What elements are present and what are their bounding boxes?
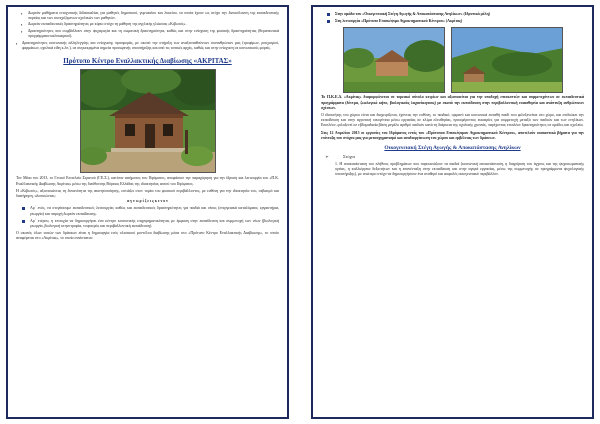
akritas-bullets [16, 206, 279, 229]
main-bullet-text: ▪ Δραστηριότητες κοινωνικής αλληλεγγύης και ενίσχυσης προσφοράς, με σκοπό την στήριξη των αναξιοπαθούντων συνανθρώπων μας (τροφίμων, ρουχισμού, φαρμάκων, σχολικά είδη κ.λπ.), σε συγκεκριμένα σημεία προσωρινής υποστήριξης και από τις τοπικές αρχές, καθώς και στην ενίσχυση σε κοινωνικούς φορείς. [16, 41, 279, 51]
akritas-heading: Πρότυπο Κέντρο Εναλλακτικής Διαβίωσης «ΑΚΡΙΤΑΣ» [63, 57, 232, 66]
stoxoi-label: ➢ Στόχοι [321, 154, 584, 160]
stegi-heading: Οικογενειακή Στέγη Αγωγής & Αποκατάστασης Ανηλίκων [384, 145, 521, 152]
akritas-para-1: Τον Μάιο του 2013, το Γενικό Επιτελείο Στρατού (Γ.Ε.Σ.), κατόπιν αιτήματος του Ιδρύματος, αποφάσισε την παραχώρηση για την ίδρυση και λειτουργία του «Π.Κ. Εναλλακτικής Διαβίωσης Ακρίτας» μέσω της διεύθυνσης Βόρειας Ελλάδας της ιδιοκτησίας αυτού του Ιδρύματος. [16, 176, 279, 186]
farm-photo-1 [343, 27, 445, 93]
right-page [311, 5, 594, 419]
top-sublist [16, 11, 279, 39]
right-para-2: Ο ιδιοκτήτης του χώρου είναι και διαχειρίζεται, έχοντας την ευθύνη, το παιδικό, ορφανό και κοινωνικά ευπαθή παιδί που φιλοξενείται στο χώρο, και επιδιώκει την εκπαίδευση και στην αγροτική οικογένεια μέσω εργασίας σε κλίμα ελευθερίας, προσφέροντας ευκαιρίες για συμμετοχή μεταξύ των παιδιών και των ενηλίκων. Επιπλέον, φιλοξενεί σε εβδομαδιαία βάση μεγάλο αριθμό παιδιών κατά τη διάρκεια της σχολικής χρονιάς, παρέχοντας επιπλέον δραστηριότητες σε ομάδες και σχολεία. [321, 113, 584, 128]
farm-image-1 [344, 28, 445, 93]
spaced-phrase: α γ ν ω ρ ί ζ ε ι ς κ ε ν ο ν [127, 199, 168, 204]
right-para-3: Στις 12 Απριλίου 2015 οι εργασίες του Ιδρύματος εντός του «Πρότυπου Επισκέψιμου Αγροκτηματικού Κέντρου», αποτελούν ουσιαστικά βήματα για την επίτευξη του στόχου μας για μετασχηματισμό και αναδιοργάνωση του χώρου και εμβέλειας των δράσεων. [321, 130, 584, 140]
right-intro: Το Π.Κ.Ε.Δ. «Ακρίτας» διαμορφώνεται σε τομεακό σύνολο κτιρίων και αξιοποιείται για την υποδοχή επισκεπτών και συμμετεχόντων σε εκπαιδευτικά προγράμματα (δέντρα, ζωολογικό κήπο, βιολογικούς λαχανόκηπους) με σκοπό την εκπαίδευση στην περιβαλλοντική ευαισθησία και ανάπτυξη ανθρώπινων σχέσεων. [321, 95, 584, 110]
right-top-list [321, 12, 584, 24]
right-top-item: Στη λειτουργία «Πρότυπο Επισκέψιμο Αγροκτηματικού Κέντρου» (Ακρίτας) [321, 19, 584, 24]
akritas-para-2: Η «Κιβωτός», αξιοποιώντας τη δυνατότητα της ακινητοποίησης, εστιάζει στον τομέα του φυσικού περιβάλλοντος, με ευθύνη για την ιδιοκτησία του, σεβασμό και διατήρηση, υλοποιώντας: [16, 188, 279, 199]
right-top-item: Στην ομάδα του «Οικογενειακή Στέγη Αγωγής & Αποκατάστασης Ανηλίκων» (Ιδρυτικά μέλη) [321, 12, 584, 17]
numbered-goal: 1. Η αποκατάσταση του πλήθους προβλημάτων που παρουσιάζουν τα παιδιά (κοινωνική αποκατάσταση, η διαχείριση του άγχους και της ψυχοσωματικής υγείας, η καλλιέργεια δεξιοτήτων και η επανένταξη στην εκπαίδευση και στην αγορά εργασίας, μέσω της συμμετοχής σε προγράμματα ψυχολογικής υποστήριξης), με απώτερο στόχο να δημιουργήσουν ένα σταθερό και ασφαλές οικογενειακό περιβάλλον. [335, 162, 584, 177]
house-image [81, 70, 216, 173]
sublist-item: ▪ Δωρεάν εκπαιδευτικές δραστηριότητες με κύριο στόχο τη μάθηση της αγγλικής γλώσσας «Κιβωτός». [16, 22, 279, 27]
left-page [6, 5, 289, 419]
farm-photo-2 [451, 27, 563, 93]
photo-row [321, 27, 584, 93]
closing-text: Ο σκοπός όλων αυτών των δράσεων είναι η δημιουργία ενός ολιστικού μοντέλου διαβίωσης μέσα στο «Πρότυπο Κέντρο Εναλλακτικής Διαβίωσης», το οποίο αναφέρεται στο «Ακρίτας», το οποίο συνίσταται: [16, 231, 279, 241]
sublist-item: ▪ Δωρεάν μαθήματα ενισχυτικής διδασκαλίας για μαθητές δημοτικού, γυμνασίου και λυκείου, τα οποία έχουν ως στόχο την διευκόλυνση της εκπαιδευτικής πορείας και των συνεχιζόμενων σχολικών των μαθητών. [16, 11, 279, 21]
akritas-bullet: Αρ΄ ενός, να στεγάσουμε εκπαιδευτικές λειτουργίες καθώς και εκπαιδευτικές δραστηριότητες για παιδιά και νέους (ενεργειακά καταλύματα, εργαστήρια, γεωργία) και παροχή δωρεάν εκπαίδευσης. [16, 206, 279, 216]
house-photo [80, 69, 216, 173]
akritas-bullet: Αρ΄ ετέρου, η επιτυχία να δημιουργήσει ένα κέντρο κοινωνικής επιχειρηματικότητας με έμφαση στην εκπαίδευση και συμμετοχή των νέων (βιολογική γεωργία, βιολογική κτηνοτροφία, τουρισμός και περιβαλλοντική εκπαίδευση). [16, 219, 279, 229]
farm-image-2 [452, 28, 563, 93]
sublist-item: ▪ Δραστηριότητες που συμβάλλουν στην ψυχαγωγία και τη σωματική δραστηριότητα, καθώς και στην ενίσχυση της φυσικής δραστηριότητας (θεραπευτικά προγράμματα καλοκαιριού). [16, 29, 279, 39]
